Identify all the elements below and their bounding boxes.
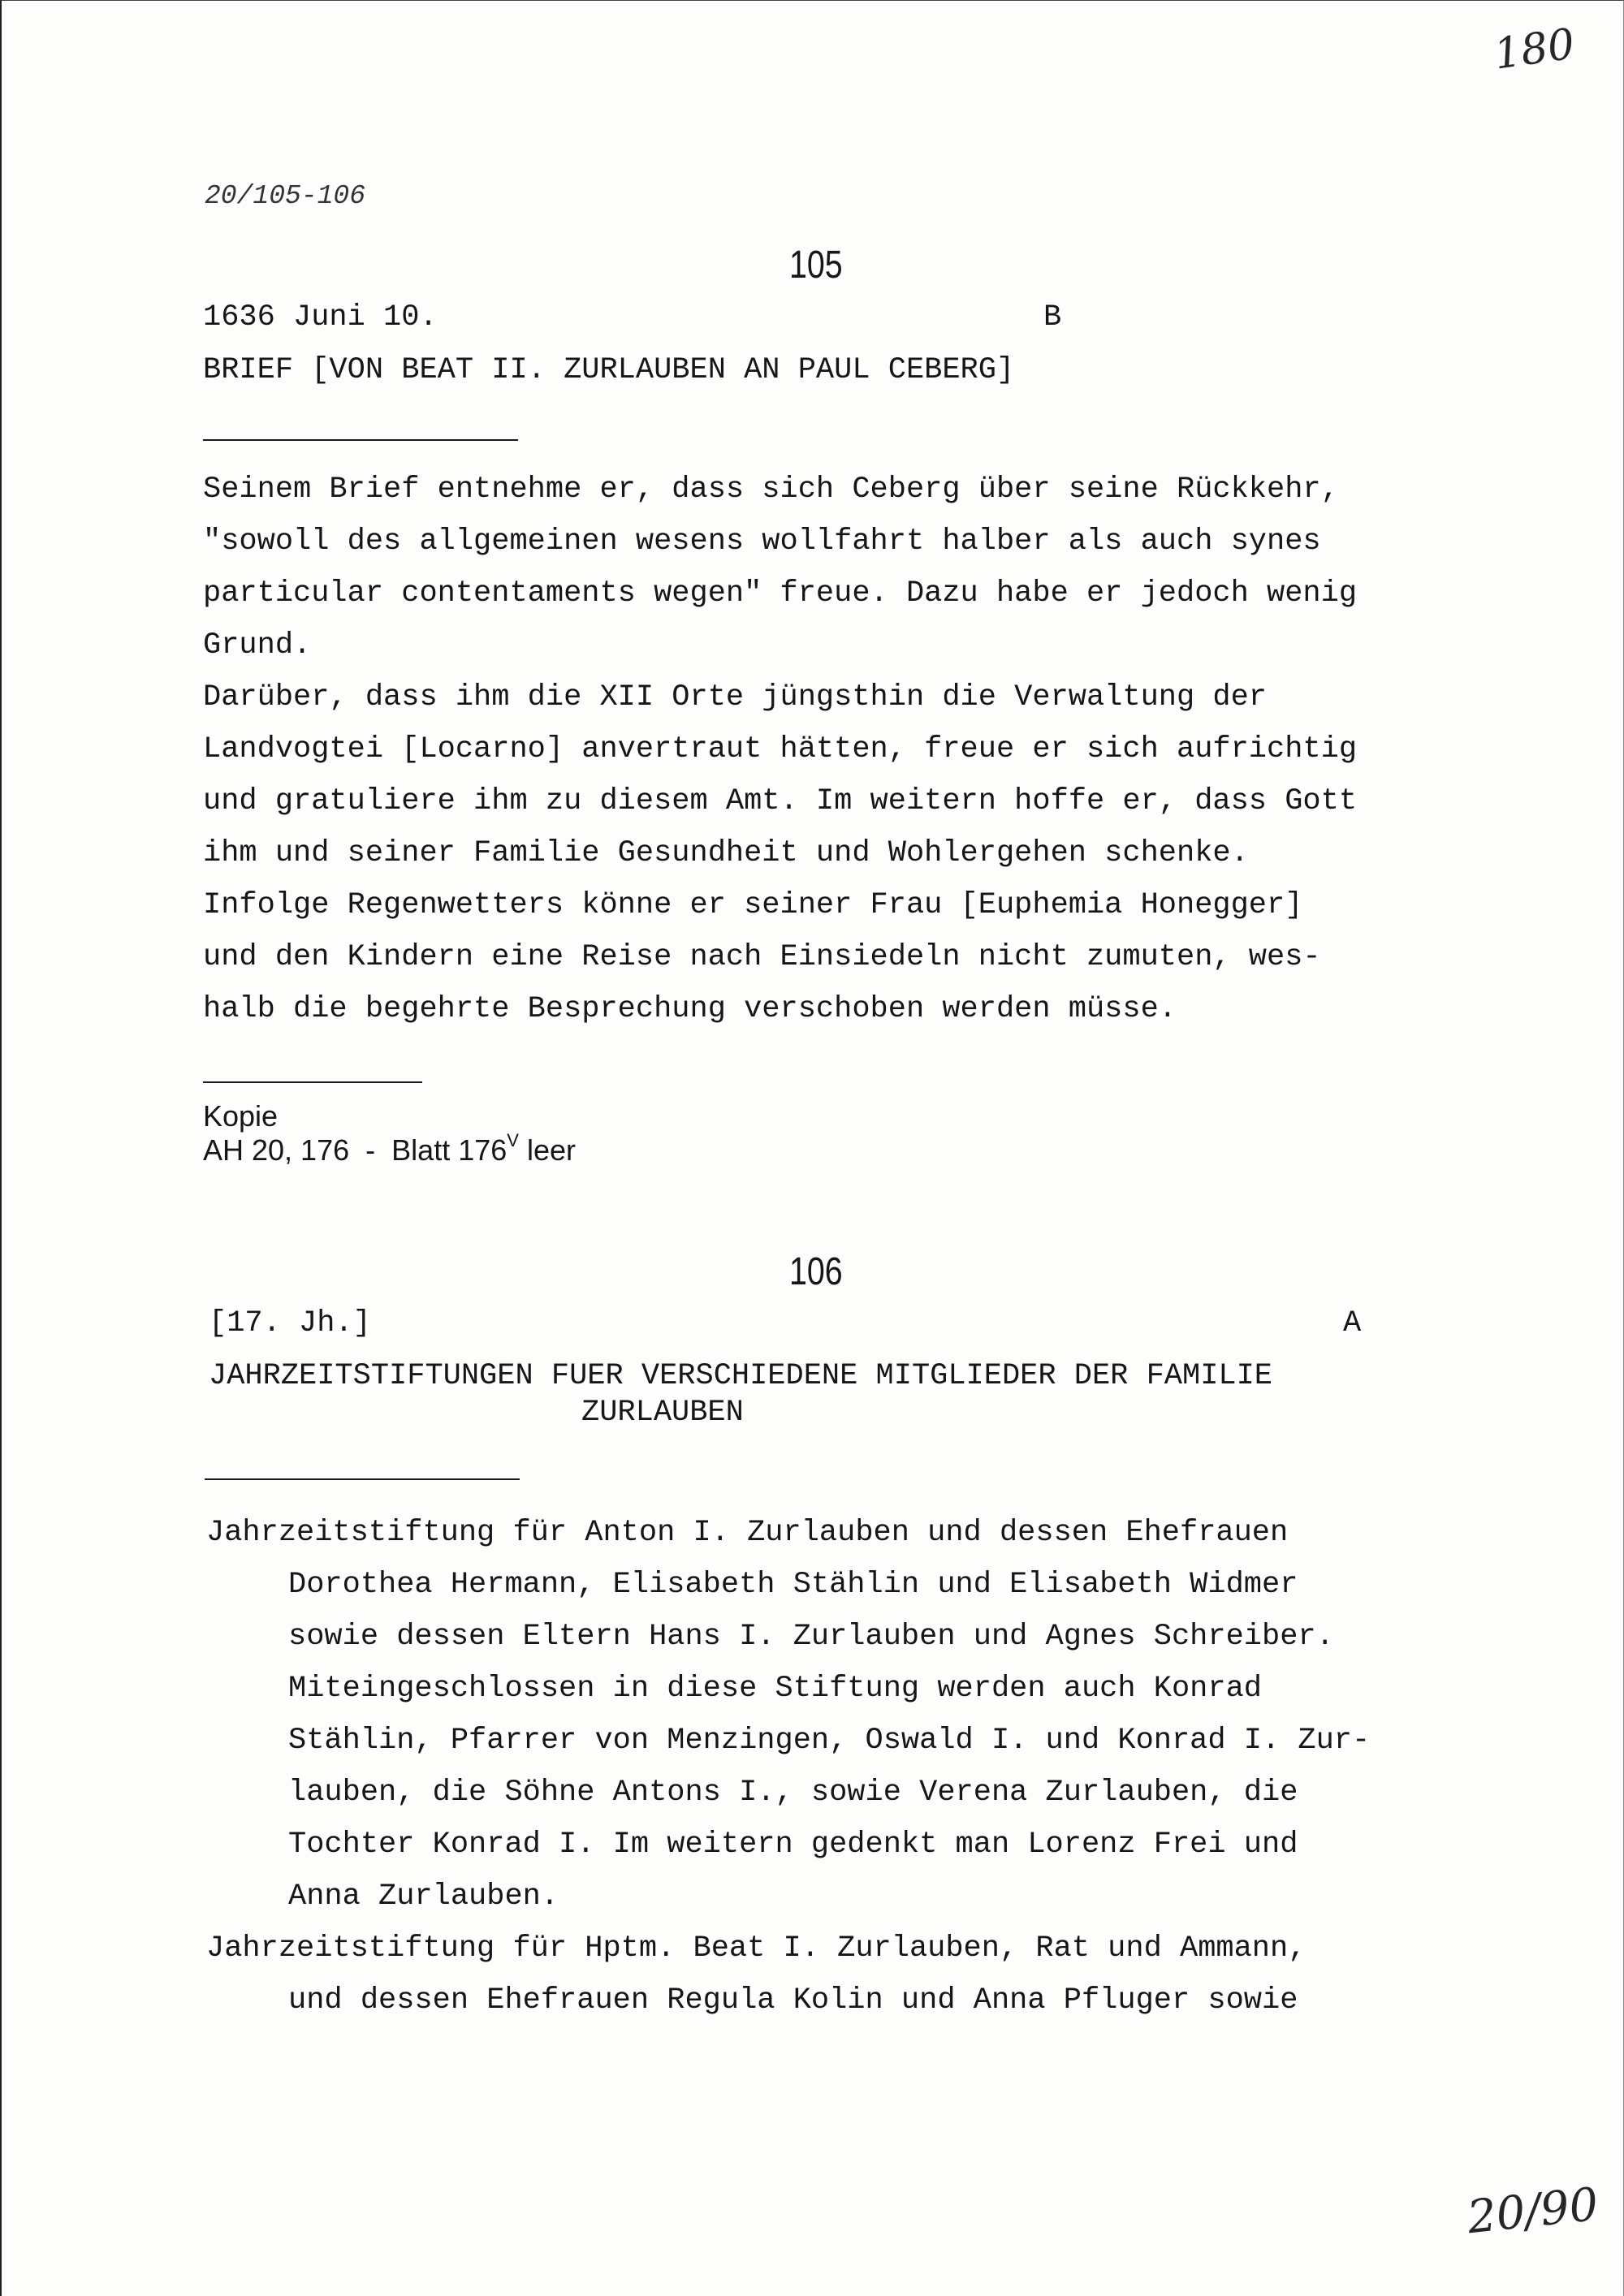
- entry-title-line2: ZURLAUBEN: [581, 1396, 744, 1430]
- source-label: Kopie: [203, 1099, 279, 1133]
- body-line: Jahrzeitstiftung für Anton I. Zurlauben und dessen Ehefrauen: [206, 1516, 1289, 1550]
- body-line: Dorothea Hermann, Elisabeth Stählin und Elisabeth Widmer: [288, 1568, 1298, 1602]
- body-line: und dessen Ehefrauen Regula Kolin und Anna Pfluger sowie: [288, 1983, 1298, 2018]
- body-line: Tochter Konrad I. Im weitern gedenkt man Lorenz Frei und: [288, 1828, 1298, 1862]
- entry-title: BRIEF [VON BEAT II. ZURLAUBEN AN PAUL CEBERG]: [203, 353, 1015, 387]
- title-divider: [203, 439, 518, 441]
- source-divider: [203, 1081, 422, 1083]
- folio-number-annotation: 180: [1491, 19, 1578, 80]
- body-line: und gratuliere ihm zu diesem Amt. Im weitern hoffe er, dass Gott: [203, 784, 1358, 818]
- document-reference: 20/105-106: [205, 181, 366, 211]
- entry-date: 1636 Juni 10.: [203, 300, 438, 334]
- foundation-paragraph-2: [206, 1923, 1306, 2026]
- body-line: Anna Zurlauben.: [288, 1880, 559, 1914]
- entry-date: [17. Jh.]: [209, 1306, 371, 1340]
- body-line: Landvogtei [Locarno] anvertraut hätten, freue er sich aufrichtig: [203, 732, 1358, 766]
- entry-body: [203, 464, 1357, 1035]
- body-line: Stählin, Pfarrer von Menzingen, Oswald I. und Konrad I. Zur-: [288, 1724, 1371, 1758]
- body-line: Grund.: [203, 628, 312, 662]
- foundation-paragraph-1: [206, 1507, 1370, 1923]
- body-line: "sowoll des allgemeinen wesens wollfahrt halber als auch synes: [203, 524, 1321, 559]
- source-reference: [203, 1130, 576, 1167]
- title-divider: [205, 1478, 520, 1480]
- entry-class-letter: A: [1343, 1306, 1362, 1340]
- entry-number-105: 105: [789, 244, 843, 287]
- verso-mark: V: [507, 1130, 519, 1150]
- source-separator: -: [365, 1133, 376, 1167]
- body-line: ihm und seiner Familie Gesundheit und Wohlergehen schenke.: [203, 836, 1249, 870]
- body-line: Miteingeschlossen in diese Stiftung werden auch Konrad: [288, 1672, 1262, 1706]
- body-line: lauben, die Söhne Antons I., sowie Verena Zurlauben, die: [288, 1776, 1298, 1810]
- body-line: sowie dessen Eltern Hans I. Zurlauben und Agnes Schreiber.: [288, 1620, 1334, 1654]
- body-line: Jahrzeitstiftung für Hptm. Beat I. Zurlauben, Rat und Ammann,: [206, 1931, 1307, 1966]
- source-archive-ref: AH 20, 176: [203, 1133, 350, 1167]
- entry-number-106: 106: [789, 1250, 843, 1293]
- body-line: halb die begehrte Besprechung verschoben werden müsse.: [203, 992, 1177, 1026]
- entry-class-letter: B: [1043, 300, 1062, 334]
- source-blatt: Blatt 176: [391, 1133, 508, 1167]
- body-line: und den Kindern eine Reise nach Einsiedeln nicht zumuten, wes-: [203, 940, 1321, 974]
- page-count-annotation: 20/90: [1465, 2177, 1601, 2245]
- entry-title-line1: JAHRZEITSTIFTUNGEN FUER VERSCHIEDENE MITGLIEDER DER FAMILIE: [209, 1359, 1273, 1393]
- body-line: Darüber, dass ihm die XII Orte jüngsthin die Verwaltung der: [203, 680, 1268, 714]
- body-line: Infolge Regenwetters könne er seiner Frau [Euphemia Honegger]: [203, 888, 1303, 922]
- body-line: Seinem Brief entnehme er, dass sich Ceberg über seine Rückkehr,: [203, 473, 1339, 507]
- source-leer: leer: [526, 1133, 576, 1167]
- body-line: particular contentaments wegen" freue. Dazu habe er jedoch wenig: [203, 576, 1358, 611]
